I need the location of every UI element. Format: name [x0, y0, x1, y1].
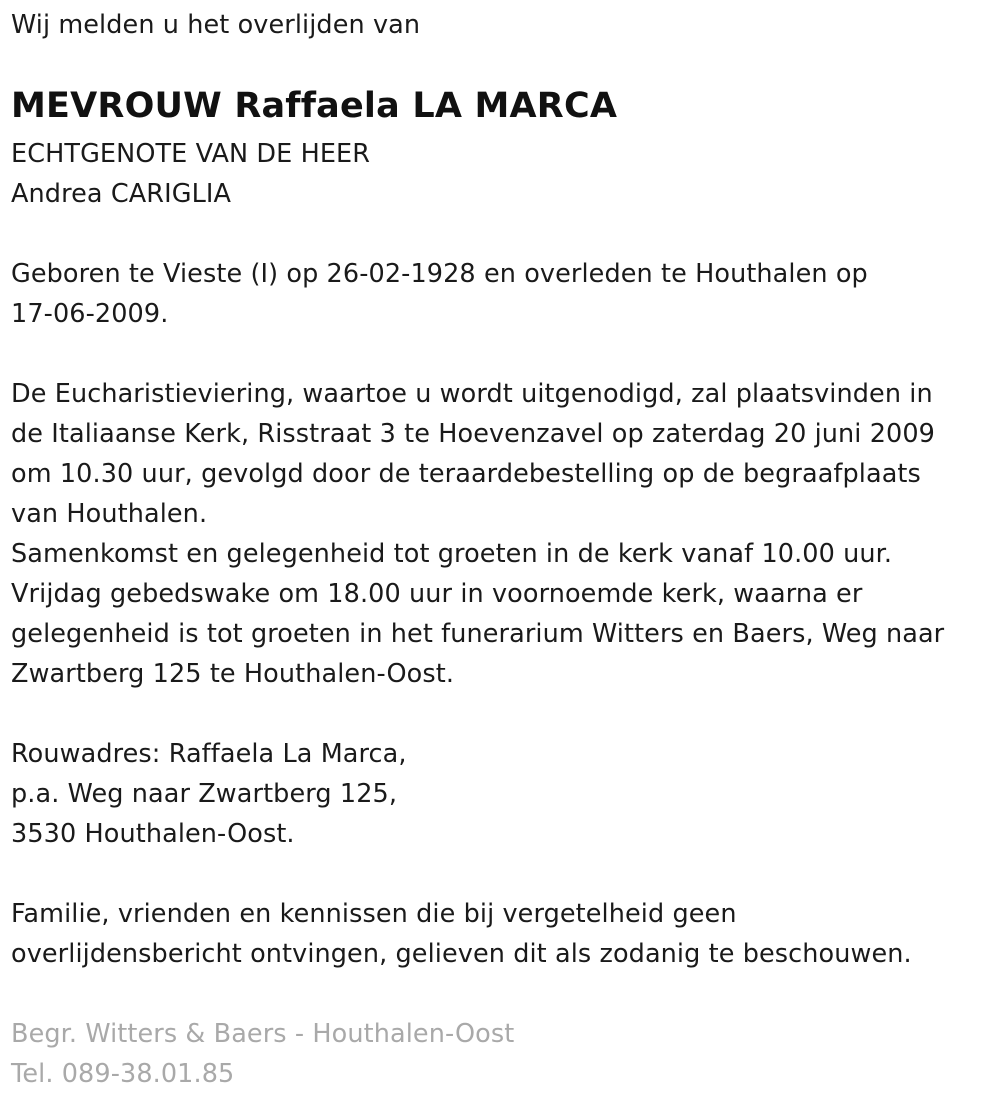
address-line: Rouwadres: Raffaela La Marca, — [11, 739, 407, 769]
footer-company: Begr. Witters & Baers - Houthalen-Oost — [11, 1019, 515, 1049]
notice-line: Familie, vrienden en kennissen die bij vergetelheid geen — [11, 899, 737, 929]
ceremony-line: Zwartberg 125 te Houthalen-Oost. — [11, 659, 455, 689]
birth-death-line: Geboren te Vieste (I) op 26-02-1928 en overleden te Houthalen op — [11, 259, 868, 289]
footer-phone: Tel. 089-38.01.85 — [11, 1059, 235, 1089]
intro-text: Wij melden u het overlijden van — [11, 10, 421, 40]
ceremony-line: Samenkomst en gelegenheid tot groeten in de kerk vanaf 10.00 uur. — [11, 539, 893, 569]
ceremony-line: gelegenheid is tot groeten in het funerarium Witters en Baers, Weg naar — [11, 619, 945, 649]
notice-line: overlijdensbericht ontvingen, gelieven dit als zodanig te beschouwen. — [11, 939, 912, 969]
deceased-name: MEVROUW Raffaela LA MARCA — [11, 86, 618, 126]
spouse-name: Andrea CARIGLIA — [11, 179, 232, 209]
ceremony-line: van Houthalen. — [11, 499, 208, 529]
ceremony-line: om 10.30 uur, gevolgd door de teraardebestelling op de begraafplaats — [11, 459, 921, 489]
address-line: 3530 Houthalen-Oost. — [11, 819, 295, 849]
ceremony-line: de Italiaanse Kerk, Risstraat 3 te Hoevenzavel op zaterdag 20 juni 2009 — [11, 419, 935, 449]
ceremony-line: De Eucharistieviering, waartoe u wordt uitgenodigd, zal plaatsvinden in — [11, 379, 933, 409]
birth-death-line: 17-06-2009. — [11, 299, 169, 329]
ceremony-line: Vrijdag gebedswake om 18.00 uur in voornoemde kerk, waarna er — [11, 579, 863, 609]
relation-text: ECHTGENOTE VAN DE HEER — [11, 139, 371, 169]
address-line: p.a. Weg naar Zwartberg 125, — [11, 779, 398, 809]
